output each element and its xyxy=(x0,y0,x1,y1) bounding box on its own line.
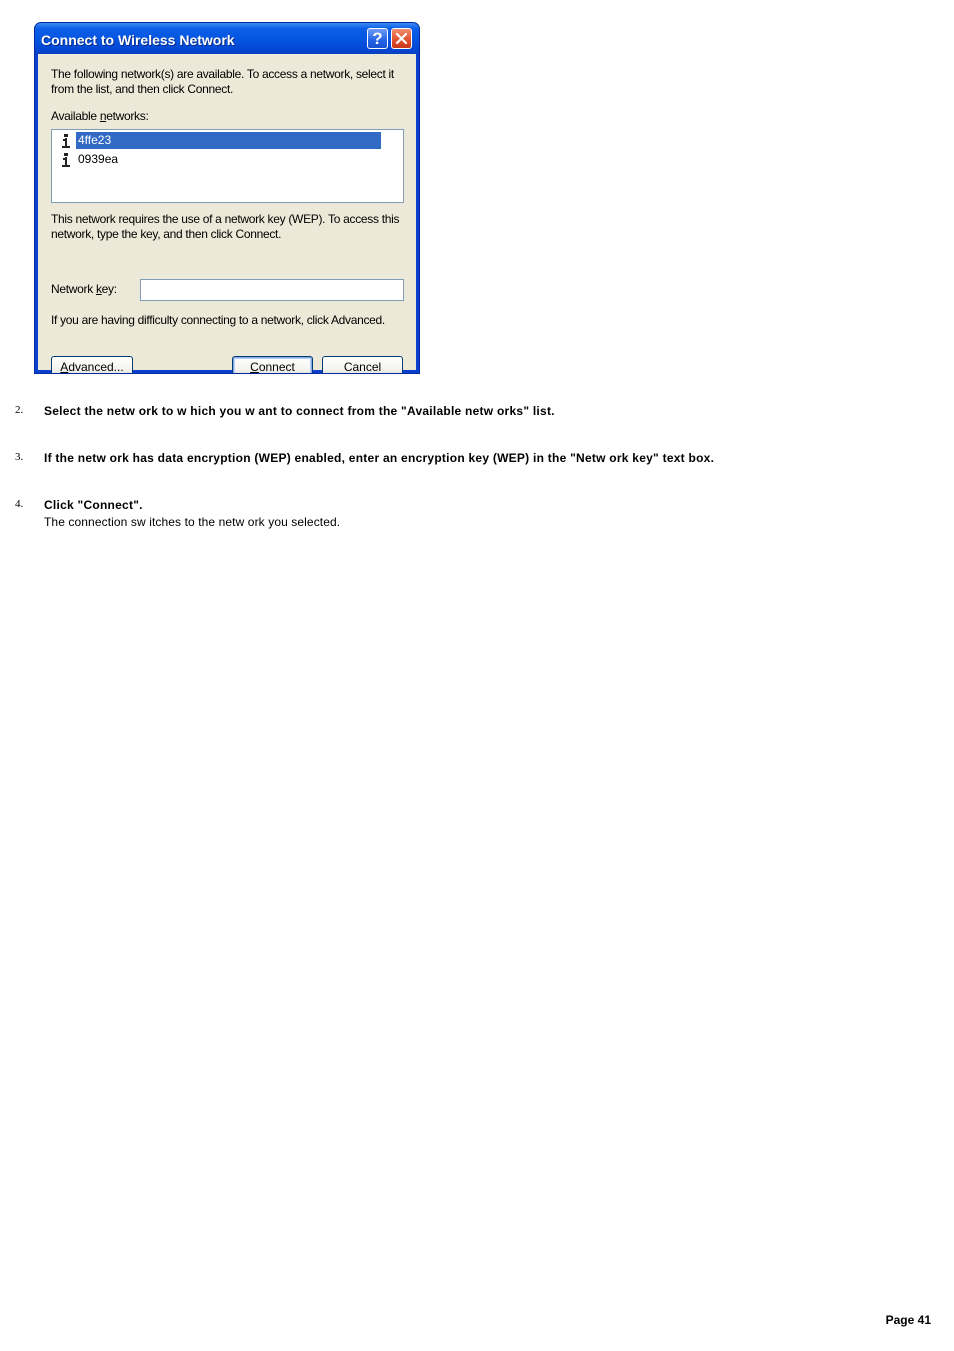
network-name: 0939ea xyxy=(78,152,119,166)
step-title: If the netw ork has data encryption (WEP) enabled, enter an encryption key (WEP) in the "Netw ork key" text box. xyxy=(44,451,715,465)
intro-text: The following network(s) are available. To access a network, select it from the list, and then click Connect. xyxy=(51,67,394,96)
wep-required-text: This network requires the use of a network key (WEP). To access this network, type the key, and then click Connect. xyxy=(51,212,400,241)
available-networks-list[interactable] xyxy=(51,129,404,203)
step-number: 3. xyxy=(15,451,24,463)
advanced-hint-text: If you are having difficulty connecting to a network, click Advanced. xyxy=(51,313,385,327)
help-button[interactable] xyxy=(367,28,388,49)
network-item[interactable] xyxy=(61,151,381,168)
close-icon xyxy=(395,32,408,45)
step-description: The connection sw itches to the netw ork you selected. xyxy=(44,515,341,529)
help-icon: ? xyxy=(372,29,383,48)
step-number: 4. xyxy=(15,498,24,510)
cancel-button[interactable]: Cancel xyxy=(322,356,403,374)
network-item[interactable] xyxy=(61,132,381,149)
dialog-client-area xyxy=(38,54,416,374)
dialog-title: Connect to Wireless Network xyxy=(41,32,235,48)
available-networks-label: Available networks: xyxy=(51,109,149,123)
step-title: Select the netw ork to w hich you w ant to connect from the "Available netw orks" list. xyxy=(44,404,555,418)
step-number: 2. xyxy=(15,404,24,416)
network-name: 4ffe23 xyxy=(76,132,381,149)
step-title: Click "Connect". xyxy=(44,498,143,512)
wireless-network-icon xyxy=(61,153,71,167)
connect-wireless-dialog xyxy=(34,22,420,374)
advanced-button[interactable]: Advanced... xyxy=(51,356,133,374)
network-key-input[interactable] xyxy=(140,279,404,301)
close-button[interactable] xyxy=(391,28,412,49)
connect-button[interactable]: Connect xyxy=(232,356,313,374)
dialog-titlebar[interactable] xyxy=(35,23,419,54)
network-key-label: Network key: xyxy=(51,282,117,296)
page-number: Page 41 xyxy=(885,1313,931,1327)
wireless-network-icon xyxy=(61,134,71,148)
